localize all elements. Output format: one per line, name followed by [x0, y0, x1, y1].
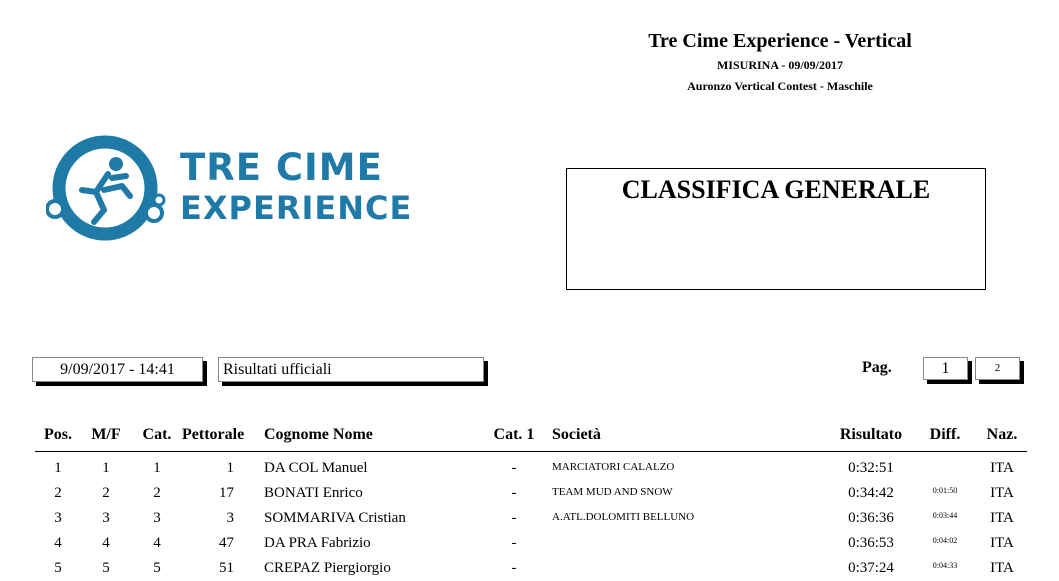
- cell-diff: 0:04:02: [932, 536, 958, 545]
- cell-bib: 1: [226, 460, 234, 476]
- cell-name: BONATI Enrico: [264, 485, 363, 501]
- header-cat: Cat.: [142, 426, 172, 443]
- cell-cat1: -: [511, 485, 517, 501]
- cell-pos: 2: [54, 485, 62, 501]
- event-title: Tre Cime Experience - Vertical: [648, 30, 912, 52]
- cell-result: 0:36:36: [848, 510, 894, 526]
- cell-nation: ITA: [990, 560, 1014, 576]
- cell-mf: 4: [102, 535, 110, 551]
- cell-result: 0:34:42: [848, 485, 894, 501]
- header-result: Risultato: [839, 426, 903, 443]
- table-row: [0, 506, 1059, 531]
- cell-bib: 17: [219, 485, 234, 501]
- cell-pos: 5: [54, 560, 62, 576]
- page-label: Pag.: [862, 359, 892, 376]
- header-mf: M/F: [91, 426, 121, 443]
- header-divider: [35, 451, 1027, 452]
- cell-bib: 51: [219, 560, 234, 576]
- cell-diff: 0:03:44: [932, 511, 958, 520]
- table-row: [0, 556, 1059, 581]
- cell-pos: 3: [54, 510, 62, 526]
- cell-diff: 0:01:50: [932, 486, 958, 495]
- cell-mf: 2: [102, 485, 110, 501]
- table-row: [0, 456, 1059, 481]
- cell-cat: 3: [153, 510, 161, 526]
- cell-name: DA PRA Fabrizio: [264, 535, 371, 551]
- cell-nation: ITA: [990, 510, 1014, 526]
- cell-mf: 5: [102, 560, 110, 576]
- cell-result: 0:37:24: [848, 560, 894, 576]
- classification-title: CLASSIFICA GENERALE: [566, 168, 986, 290]
- cell-bib: 3: [226, 510, 234, 526]
- header-cat1: Cat. 1: [493, 426, 535, 443]
- cell-cat: 4: [153, 535, 161, 551]
- cell-result: 0:32:51: [848, 460, 894, 476]
- cell-cat: 2: [153, 485, 161, 501]
- cell-pos: 4: [54, 535, 62, 551]
- cell-club: MARCIATORI CALALZO: [552, 461, 675, 473]
- cell-club: A.ATL.DOLOMITI BELLUNO: [552, 511, 695, 523]
- cell-name: CREPAZ Piergiorgio: [264, 560, 391, 576]
- event-category: Auronzo Vertical Contest - Maschile: [687, 79, 873, 93]
- cell-name: DA COL Manuel: [264, 460, 368, 476]
- header-name: Cognome Nome: [264, 426, 373, 443]
- logo-title: TRE CIME: [180, 146, 383, 189]
- header-club: Società: [552, 426, 601, 443]
- cell-pos: 1: [54, 460, 62, 476]
- cell-result: 0:36:53: [848, 535, 894, 551]
- cell-bib: 47: [219, 535, 234, 551]
- page-current: 1: [923, 357, 968, 380]
- runner-ring-icon: [46, 130, 168, 245]
- cell-nation: ITA: [990, 485, 1014, 501]
- header-diff: Diff.: [929, 426, 961, 443]
- cell-cat1: -: [511, 535, 517, 551]
- cell-cat: 5: [153, 560, 161, 576]
- results-status: Risultati ufficiali: [218, 357, 484, 382]
- cell-cat1: -: [511, 510, 517, 526]
- cell-mf: 3: [102, 510, 110, 526]
- cell-diff: 0:04:33: [932, 561, 958, 570]
- cell-cat1: -: [511, 460, 517, 476]
- cell-nation: ITA: [990, 535, 1014, 551]
- header-bib: Pettorale: [182, 426, 245, 443]
- event-location-date: MISURINA - 09/09/2017: [716, 58, 843, 72]
- cell-club: TEAM MUD AND SNOW: [552, 486, 673, 498]
- header-nation: Naz.: [986, 426, 1018, 443]
- cell-mf: 1: [102, 460, 110, 476]
- page-total: 2: [975, 357, 1020, 380]
- logo-subtitle: EXPERIENCE: [180, 189, 413, 227]
- cell-nation: ITA: [990, 460, 1014, 476]
- print-datetime: 9/09/2017 - 14:41: [32, 357, 203, 382]
- tre-cime-logo: [46, 130, 413, 245]
- cell-cat: 1: [153, 460, 161, 476]
- header-pos: Pos.: [44, 426, 72, 443]
- cell-name: SOMMARIVA Cristian: [264, 510, 406, 526]
- table-row: [0, 531, 1059, 556]
- table-row: [0, 481, 1059, 506]
- cell-cat1: -: [511, 560, 517, 576]
